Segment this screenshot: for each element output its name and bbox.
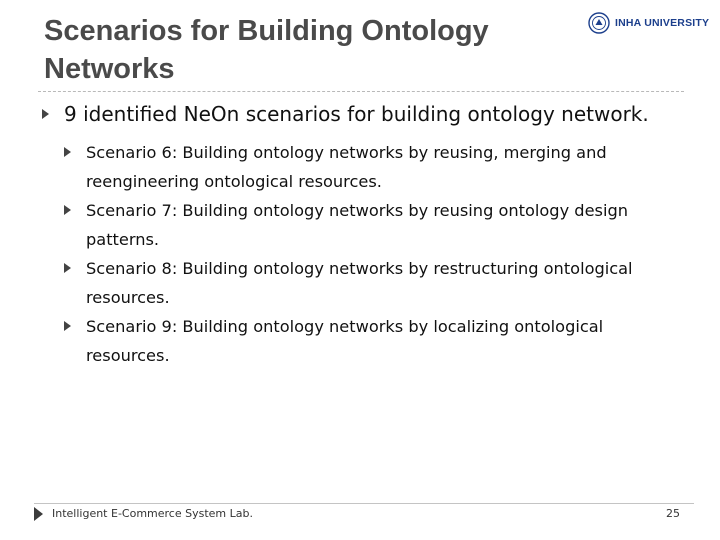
sub-bullet: [60, 196, 690, 254]
main-bullet: [40, 100, 690, 129]
sub-bullet-text: Scenario 7: Building ontology networks by reusing ontology design patterns.: [86, 201, 629, 249]
sub-bullet-text: Scenario 6: Building ontology networks by reusing, merging and reengineering ontological resources.: [86, 143, 607, 191]
bullet-arrow-icon: [64, 263, 71, 273]
footer-lab-name: Intelligent E-Commerce System Lab.: [52, 507, 253, 520]
sub-bullet: [60, 312, 690, 370]
footer-divider: [34, 503, 694, 504]
main-bullet-text: 9 identified NeOn scenarios for building ontology network.: [64, 102, 649, 126]
bullet-arrow-icon: [64, 321, 71, 331]
footer-arrow-icon: [34, 507, 43, 521]
bullet-arrow-icon: [64, 147, 71, 157]
title-divider: [38, 91, 684, 92]
sub-bullet-text: Scenario 9: Building ontology networks by localizing ontological resources.: [86, 317, 604, 365]
slide-content: [40, 100, 690, 370]
slide-title: Scenarios for Building Ontology Networks: [44, 15, 489, 85]
logo-text: INHA UNIVERSITY: [615, 17, 710, 29]
bullet-arrow-icon: [64, 205, 71, 215]
sub-bullet: [60, 254, 690, 312]
university-logo: [588, 10, 709, 36]
page-number: 25: [666, 507, 680, 520]
sub-bullet: [60, 138, 690, 196]
sub-bullet-list: [60, 138, 690, 370]
bullet-arrow-icon: [42, 109, 49, 119]
university-seal-icon: [588, 12, 610, 34]
sub-bullet-text: Scenario 8: Building ontology networks by restructuring ontological resources.: [86, 259, 633, 307]
